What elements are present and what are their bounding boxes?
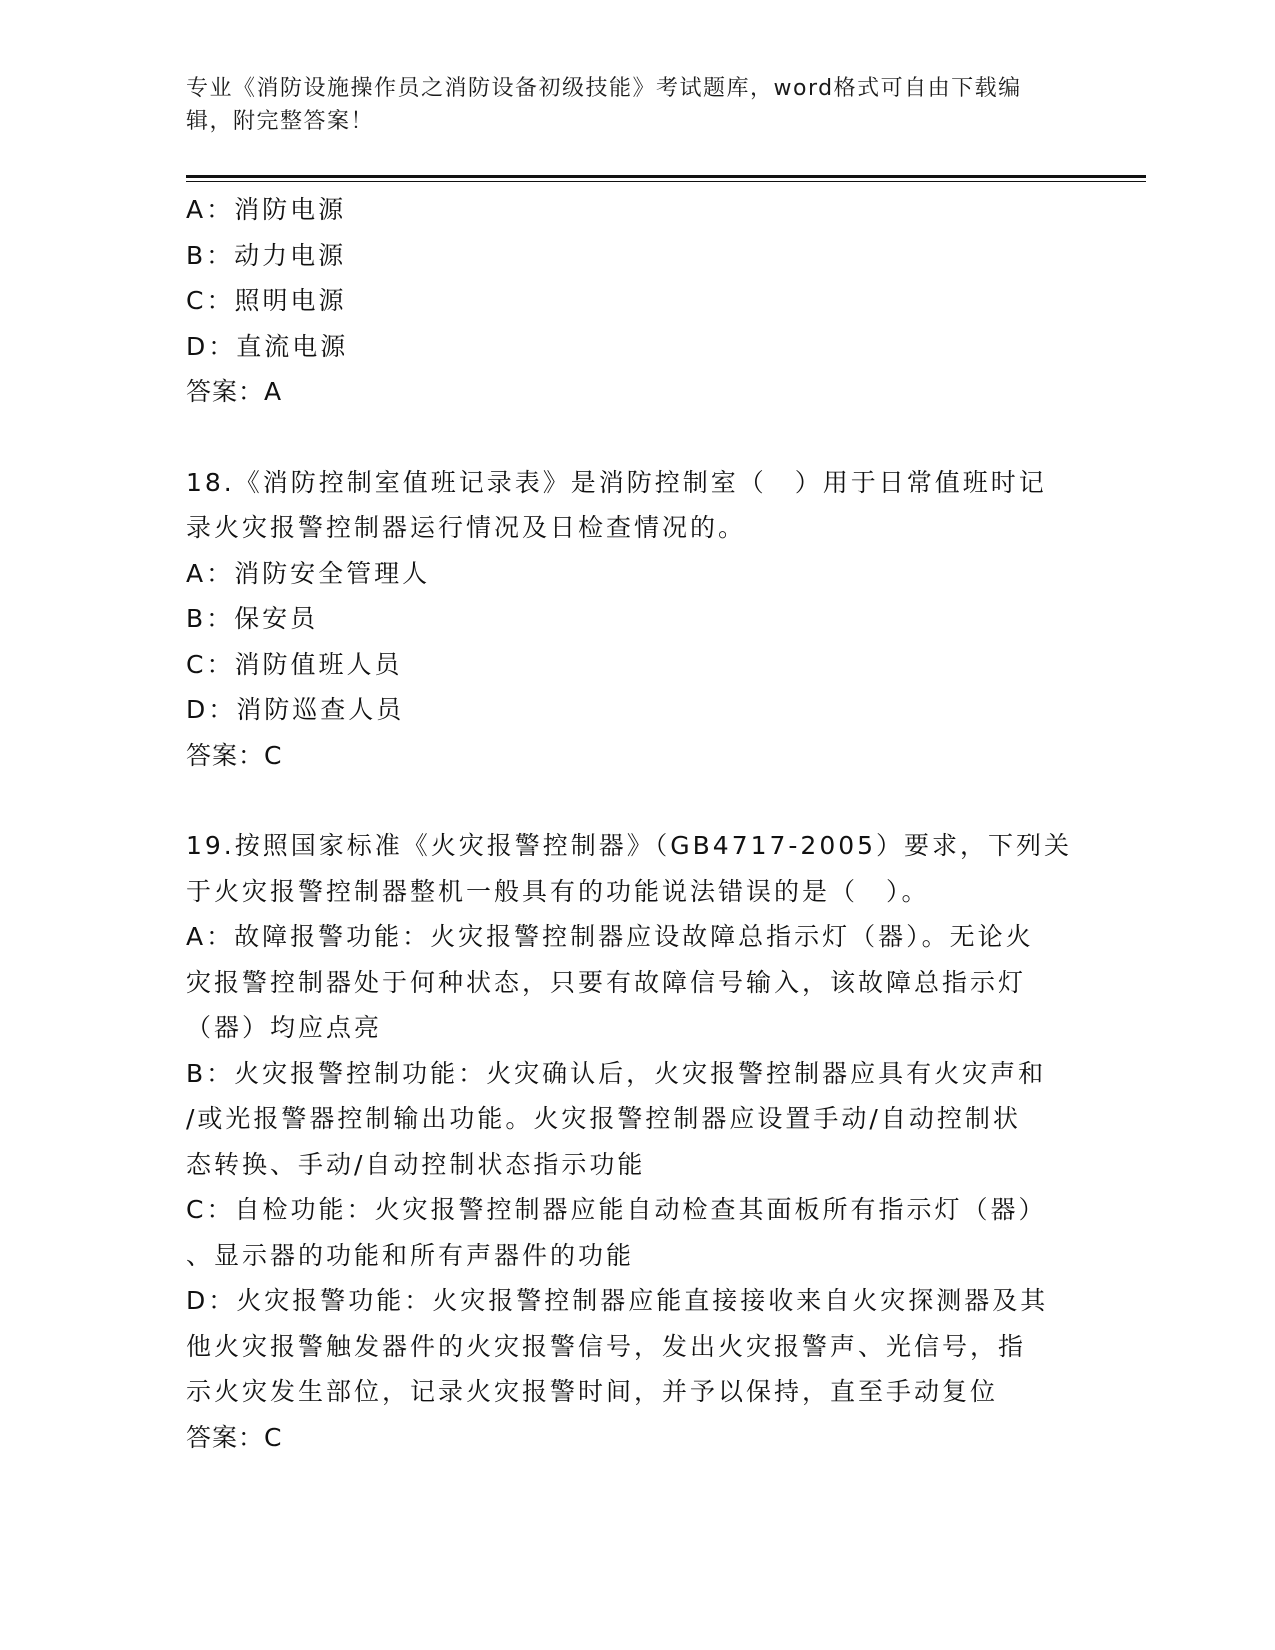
q18-stem-line-1: 18.《消防控制室值班记录表》是消防控制室（ ）用于日常值班时记 xyxy=(186,467,1047,497)
question-17 xyxy=(186,187,1086,415)
q19-option-b-line-2: /或光报警器控制输出功能。火灾报警控制器应设置手动/自动控制状 xyxy=(186,1104,1021,1133)
q19-option-b-line-1: B：火灾报警控制功能：火灾确认后，火灾报警控制器应具有火灾声和 xyxy=(186,1058,1047,1088)
header-line-1: 专业《消防设施操作员之消防设备初级技能》考试题库，word格式可自由下载编 xyxy=(186,76,1022,101)
q17-option-c: C：照明电源 xyxy=(186,286,347,315)
q18-option-c: C：消防值班人员 xyxy=(186,649,403,679)
q19-option-a-line-3: （器）均应点亮 xyxy=(186,1013,383,1042)
q17-option-b: B：动力电源 xyxy=(186,240,347,270)
question-18 xyxy=(186,460,1086,779)
question-19 xyxy=(186,823,1086,1460)
header-divider-thick xyxy=(186,175,1146,178)
q18-option-b: B：保安员 xyxy=(186,604,319,633)
q19-stem-line-2: 于火灾报警控制器整机一般具有的功能说法错误的是（ ）。 xyxy=(186,876,930,906)
spacer xyxy=(186,415,1086,460)
q19-option-d-line-1: D：火灾报警功能：火灾报警控制器应能直接接收来自火灾探测器及其 xyxy=(186,1286,1049,1315)
q19-option-a-line-1: A：故障报警功能：火灾报警控制器应设故障总指示灯（器）。无论火 xyxy=(186,922,1034,951)
q19-option-c-line-1: C：自检功能：火灾报警控制器应能自动检查其面板所有指示灯（器） xyxy=(186,1195,1047,1224)
q19-option-d-line-2: 他火灾报警触发器件的火灾报警信号，发出火灾报警声、光信号，指 xyxy=(186,1331,1027,1361)
q19-option-d-line-3: 示火灾发生部位，记录火灾报警时间，并予以保持，直至手动复位 xyxy=(186,1377,999,1406)
q17-option-a: A：消防电源 xyxy=(186,195,347,224)
spacer xyxy=(186,778,1086,823)
q18-stem-line-2: 录火灾报警控制器运行情况及日检查情况的。 xyxy=(186,513,747,542)
document-body xyxy=(186,187,1086,1460)
q18-answer: 答案：C xyxy=(186,740,283,770)
q17-answer: 答案：A xyxy=(186,377,283,406)
q19-option-b-line-3: 态转换、手动/自动控制状态指示功能 xyxy=(186,1149,646,1179)
q19-option-c-line-2: 、显示器的功能和所有声器件的功能 xyxy=(186,1240,635,1270)
q19-option-a-line-2: 灾报警控制器处于何种状态，只要有故障信号输入，该故障总指示灯 xyxy=(186,967,1027,997)
document-header xyxy=(186,72,1066,138)
q17-option-d: D：直流电源 xyxy=(186,331,349,361)
header-line-2: 辑，附完整答案！ xyxy=(186,109,375,134)
q18-option-d: D：消防巡查人员 xyxy=(186,695,405,724)
header-divider-thin xyxy=(186,181,1146,182)
q18-option-a: A：消防安全管理人 xyxy=(186,558,431,588)
q19-answer: 答案：C xyxy=(186,1422,283,1452)
q19-stem-line-1: 19.按照国家标准《火灾报警控制器》（GB4717-2005）要求，下列关 xyxy=(186,831,1073,860)
